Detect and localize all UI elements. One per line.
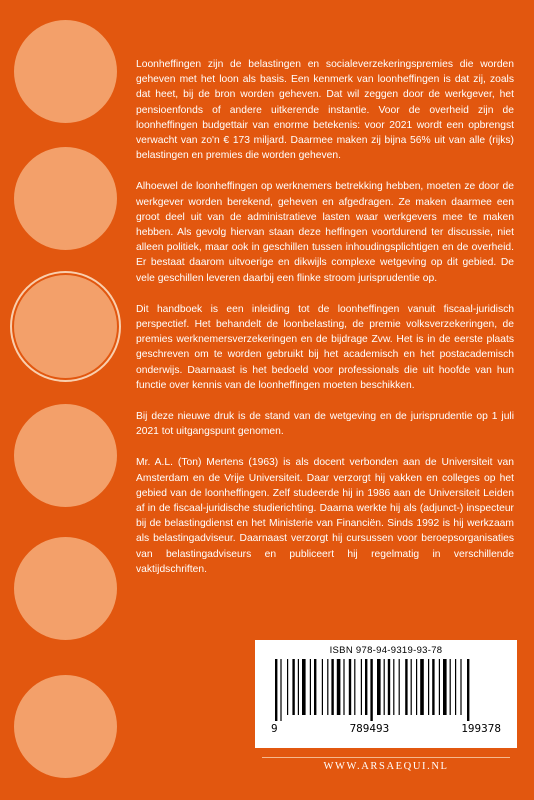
blurb-paragraph-3: Dit handboek is een inleiding tot de loonheffingen vanuit fiscaal-juridisch perspectief. Het behandelt de loonbelasting, de premie volksverzekeringen, de premies werknemersverzekeringen en de bijdrage Zvw. Het is in de eerste plaats geschreven om te worden gebruikt bij het academisch en het postacademisch onderwijs. Daarnaast is het bedoeld voor professionals die uit hoofde van hun functie over kennis van de loonheffingen moeten beschikken. <box>136 303 514 391</box>
circle-4 <box>14 404 117 507</box>
circle-3 <box>14 275 117 378</box>
blurb-paragraph-2: Alhoewel de loonheffingen op werknemers betrekking hebben, moeten ze door de werkgever worden berekend, geheven en afgedragen. Ze maken daarmee een groot deel uit van de administratieve lasten waar werkgevers mee te maken hebben. Als gevolg hiervan staan deze heffingen voortdurend ter discussie, niet alleen politiek, maar ook in geschillen tussen inhoudingsplichtigen en de overheid. Er bestaat daarom uitvoerige en dikwijls complexe wetgeving op dit gebied. De vele geschillen leveren daarbij een flinke stroom jurisprudentie op. <box>136 181 514 284</box>
barcode-bars-icon <box>271 659 501 721</box>
barcode-digits <box>265 722 507 735</box>
blurb-paragraph-4: Bij deze nieuwe druk is de stand van de wetgeving en de jurisprudentie op 1 juli 2021 tot uitgangspunt genomen. <box>136 411 514 438</box>
back-cover-blurb <box>136 57 514 593</box>
circle-2 <box>14 147 117 250</box>
author-bio: Mr. A.L. (Ton) Mertens (1963) is als docent verbonden aan de Universiteit van Amsterdam en de Vrije Universiteit. Daar verzorgt hij vakken en colleges op het gebied van de loonheffingen. Zelf studeerde hij in 1986 aan de Universiteit Leiden af in de fiscaal-juridische studierichting. Daarna werkte hij als (adjunct-) inspecteur bij de belastingdienst en het Ministerie van Financiën. Sinds 1992 is hij werkzaam als belastingadviseur. Daarnaast verzorgt hij cursussen voor beroepsorganisaties van belastingadviseurs en publiceert hij regelmatig in verschillende vaktijdschriften. <box>136 457 514 575</box>
publisher-website: WWW.ARSAEQUI.NL <box>262 757 510 776</box>
isbn-label: ISBN 978-94-9319-93-78 <box>329 645 443 656</box>
circle-1 <box>14 20 117 123</box>
barcode-digit-first: 9 <box>271 722 278 735</box>
circle-6 <box>14 675 117 778</box>
isbn-barcode <box>255 640 517 748</box>
barcode-digits-left: 789493 <box>349 722 390 735</box>
circle-5 <box>14 537 117 640</box>
blurb-paragraph-1: Loonheffingen zijn de belastingen en socialeverzekeringspremies die worden geheven met het loon als basis. Een kenmerk van loonheffingen is dat zij, zoals dat heet, bij de bron worden geheven. Dat wil zeggen door de werkgever, het pensioenfonds of andere uitkerende instantie. Voor de overheid zijn de loonheffingen budgettair van enorme betekenis: voor 2021 wordt een opbrengst verwacht van zo'n € 173 miljard. Daarmee maken zij bijna 56% uit van alle (rijks) belastingen en premies die worden geheven. <box>136 59 514 162</box>
barcode-digits-right: 199378 <box>461 722 501 735</box>
